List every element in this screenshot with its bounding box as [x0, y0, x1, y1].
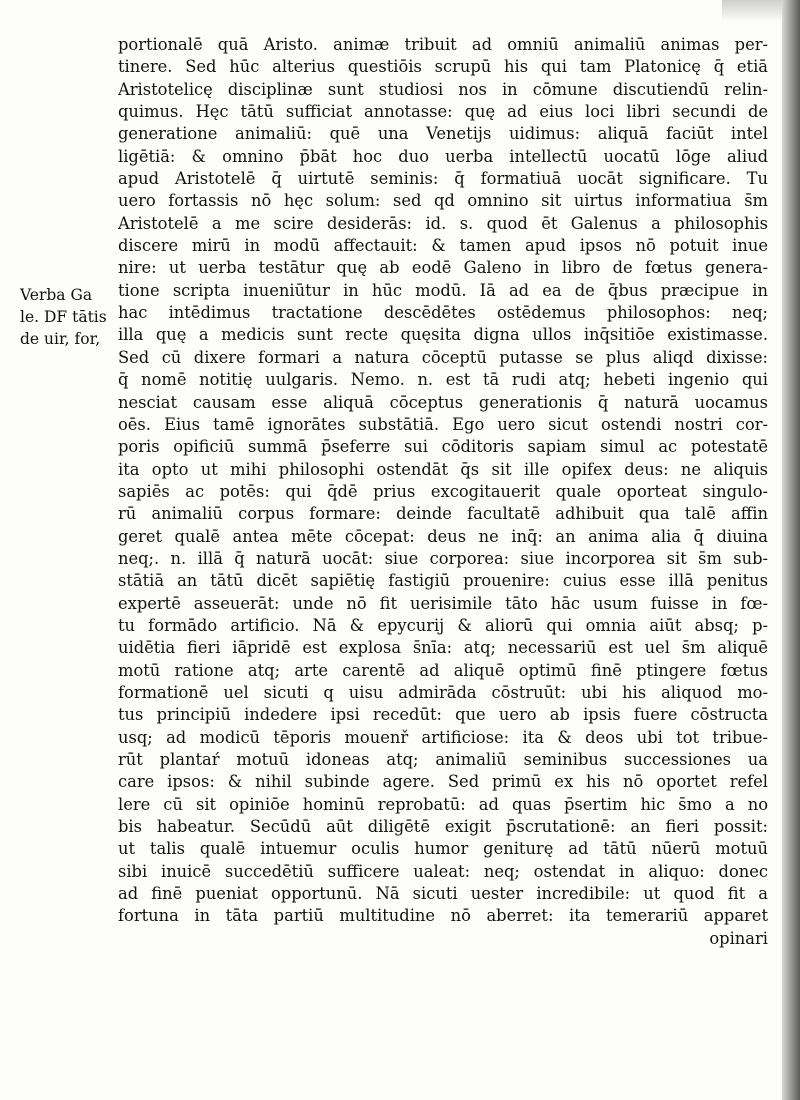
- text-line: Sed cū dixere formari a natura cōceptū putasse se plus aliqd dixisse:: [118, 347, 768, 367]
- text-line: tu formādo artificio. Nā & epycurij & aliorū qui omnia aiūt absq; p-: [118, 615, 768, 635]
- text-line: tus principiū indedere ipsi recedūt: que uero ab ipsis fuere cōstructa: [118, 705, 768, 725]
- text-line: apud Aristotelē q̄ uirtutē seminis: q̄ formatiuā uocāt significare. Tu: [118, 169, 768, 189]
- text-line: bis habeatur. Secūdū aūt diligētē exigit p̄scrutationē: an fieri possit:: [118, 817, 768, 837]
- body-text: [118, 34, 768, 950]
- text-line: sibi inuicē succedētiū sufficere ualeat: neq; ostendat in aliquo: donec: [118, 861, 768, 881]
- text-line: discere mirū in modū affectauit: & tamen apud ipsos nō potuit inue: [118, 236, 768, 256]
- text-line: expertē asseuerāt: unde nō fit uerisimile tāto hāc usum fuisse in fœ-: [118, 593, 768, 613]
- text-line: usq; ad modicū tēporis mouenř artificiose: ita & deos ubi tot tribue-: [118, 727, 768, 747]
- text-line: nesciat causam esse aliquā cōceptus generationis q̄ naturā uocamus: [118, 392, 768, 412]
- marginal-note: [20, 284, 125, 350]
- text-line: generatione animaliū: quē una Venetijs uidimus: aliquā faciūt intel: [118, 124, 768, 144]
- marginal-note-line: le. DF tātis: [20, 308, 107, 326]
- text-line: ligētiā: & omnino p̄bāt hoc duo uerba intellectū uocatū lōge aliud: [118, 146, 768, 166]
- text-line: formationē uel sicuti q uisu admirāda cōstruūt: ubi his aliquod mo-: [118, 682, 768, 702]
- text-line: portionalē quā Aristo. animæ tribuit ad omniū animaliū animas per-: [118, 35, 768, 54]
- text-line: hac intēdimus tractatione descēdētes ostēdemus philosophos: neq;: [118, 303, 768, 323]
- text-line: sapiēs ac potēs: qui q̄dē prius excogitauerit quale oporteat singulo-: [118, 481, 768, 501]
- text-line: care ipsos: & nihil subinde agere. Sed primū ex his nō oportet refel: [118, 772, 768, 792]
- text-line: q̄ nomē notitię uulgaris. Nemo. n. est tā rudi atq; hebeti ingenio qui: [118, 370, 768, 390]
- text-line: poris opificiū summā p̄seferre sui cōditoris sapiam simul ac potestatē: [118, 437, 768, 457]
- text-line: quimus. Hęc tātū sufficiat annotasse: quę ad eius loci libri secundi de: [118, 102, 768, 122]
- text-line: ut talis qualē intuemur oculis humor geniturę ad tātū nūerū motuū: [118, 839, 768, 859]
- text-line: rūt plantaŕ motuū idoneas atq; animaliū seminibus successiones ua: [118, 750, 768, 769]
- text-line: ita opto ut mihi philosophi ostendāt q̄s sit ille opifex deus: ne aliquis: [118, 459, 768, 479]
- text-line: opinari: [709, 928, 768, 948]
- text-line: geret qualē antea mēte cōcepat: deus ne inq̄: an anima alia q̄ diuina: [118, 526, 768, 546]
- text-line: lere cū sit opiniōe hominū reprobatū: ad quas p̄sertim hic s̄mo a no: [118, 794, 768, 814]
- text-line: oēs. Eius tamē ignorātes substātiā. Ego uero sicut ostendi nostri cor-: [118, 414, 768, 434]
- text-line: illa quę a medicis sunt recte quęsita digna ullos inq̄sitiōe existimasse.: [118, 325, 768, 345]
- text-line: neq;. n. illā q̄ naturā uocāt: siue corporea: siue incorporea sit s̄m sub-: [118, 548, 768, 568]
- marginal-note-line: de uir, for,: [20, 330, 101, 348]
- page-corner-shadow: [722, 0, 782, 22]
- text-line: Aristotelicę disciplinæ sunt studiosi nos in cōmune discutiendū relin-: [118, 79, 768, 99]
- text-line: stātiā an tātū dicēt sapiētię fastigiū prouenire: cuius esse illā penitus: [118, 571, 768, 591]
- text-line: fortuna in tāta partiū multitudine nō aberret: ita temerariū apparet: [118, 906, 768, 926]
- page-edge-shadow: [782, 0, 800, 1100]
- text-line: uidētia fieri iāpridē est explosa s̄nīa: atq; necessariū est uel s̄m aliquē: [118, 638, 768, 658]
- text-line: rū animaliū corpus formare: deinde facultatē adhibuit qua talē affin: [118, 504, 768, 524]
- text-line: tinere. Sed hūc alterius questiōis scrupū his qui tam Platonicę q̄ etiā: [118, 57, 768, 77]
- text-line: Aristotelē a me scire desiderās: id. s. quod ēt Galenus a philosophis: [118, 213, 768, 233]
- text-line: tione scripta inueniūtur in hūc modū. Iā ad ea de q̄bus præcipue in: [118, 280, 768, 300]
- text-line: motū ratione atq; arte carentē ad aliquē optimū finē ptingere fœtus: [118, 660, 768, 680]
- marginal-note-line: Verba Ga: [20, 286, 93, 304]
- text-line: nire: ut uerba testātur quę ab eodē Galeno in libro de fœtus genera-: [118, 258, 768, 278]
- text-line: ad finē pueniat opportunū. Nā sicuti uester incredibile: ut quod fit a: [118, 884, 768, 904]
- text-line: uero fortassis nō hęc solum: sed qd omnino sit uirtus informatiua s̄m: [118, 191, 768, 211]
